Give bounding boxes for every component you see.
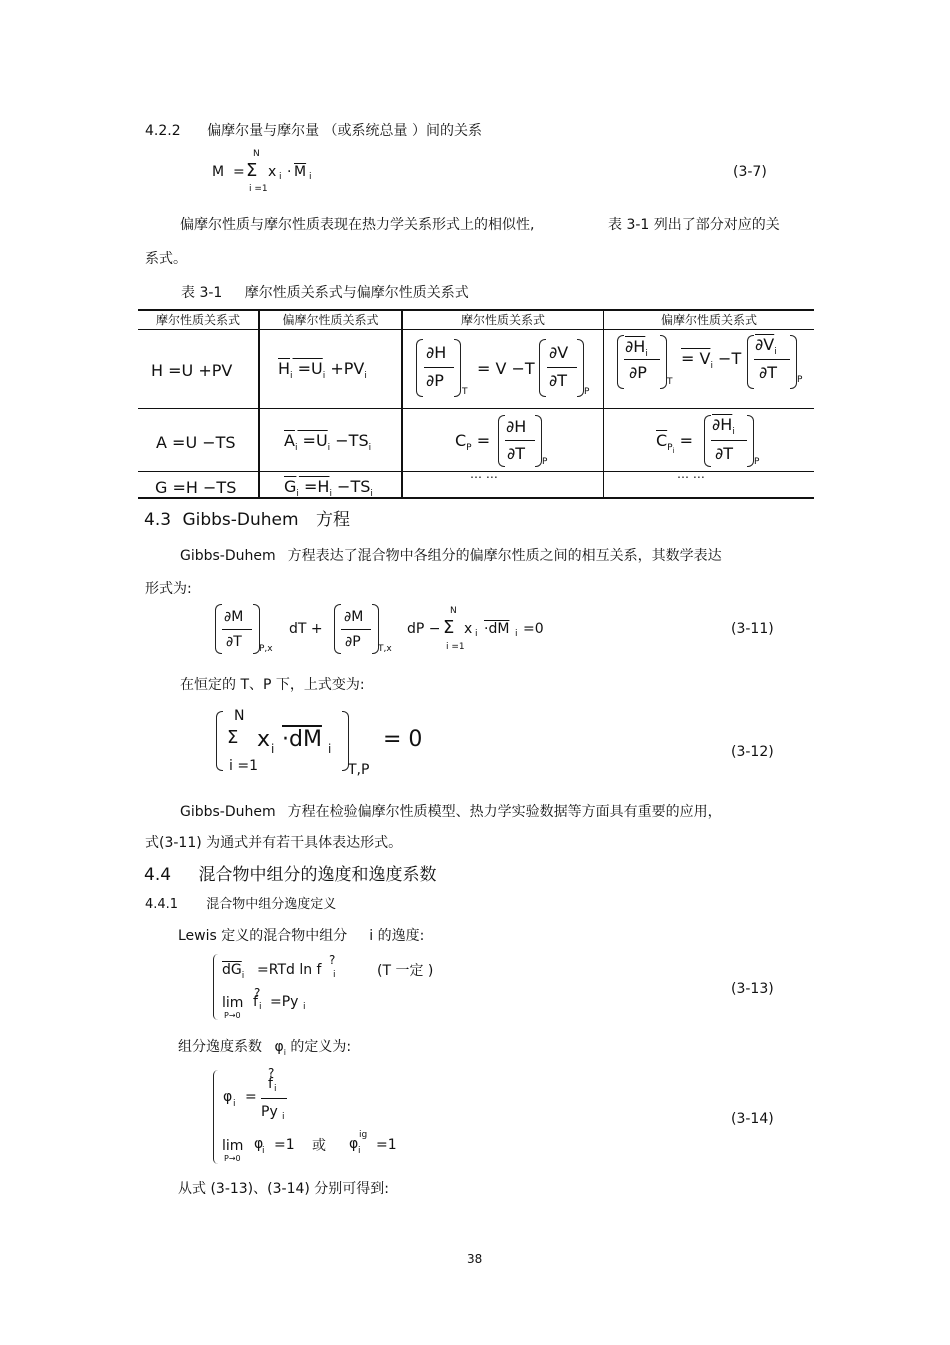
eq-lhs: M xyxy=(212,164,225,180)
frac-subscript: T xyxy=(667,377,673,387)
section-number: 4.4.1 xyxy=(145,897,179,912)
section-number: 4.4 xyxy=(144,865,172,885)
sum-lower: i =1 xyxy=(229,758,258,774)
eq-or: 或 xyxy=(312,1138,326,1154)
table-header-cell: 摩尔性质关系式 xyxy=(155,313,240,327)
frac-subscript: T,x xyxy=(378,644,392,654)
eq-term: ·dM xyxy=(484,621,510,637)
bracket-right xyxy=(747,415,754,467)
eq-subscript: T,P xyxy=(348,762,370,778)
section-heading-4-3 xyxy=(144,505,350,530)
eq-term: x xyxy=(464,621,473,637)
table-cell: H =U +PV xyxy=(151,361,233,380)
paragraph-line: Gibbs-Duhem 方程在检验偏摩尔性质模型、热力学实验数据等方面具有重要的应用， xyxy=(180,804,722,820)
table-ellipsis: … … xyxy=(677,467,705,481)
eq-lim: lim xyxy=(222,1138,244,1154)
eq-term: =0 xyxy=(523,621,544,637)
bracket-right xyxy=(535,415,542,467)
paragraph-line: 形式为: xyxy=(145,581,192,597)
frac-numerator: ∂H xyxy=(506,417,527,436)
paragraph-line: 组分逸度系数 $\varphi_i$ 的定义为: xyxy=(178,1039,352,1057)
eq-term: =RTd ln f xyxy=(257,962,322,978)
eq-term: dP − xyxy=(407,621,441,637)
frac-subscript: P xyxy=(754,457,760,467)
table-cell-text: = $V_i -T$ xyxy=(681,349,742,372)
eq-subscript: i xyxy=(475,629,478,639)
eq-condition: (T 一定 ) xyxy=(377,963,434,979)
phi-symbol: φ xyxy=(349,1136,359,1152)
frac-subscript: P xyxy=(584,387,590,397)
eq-term: f xyxy=(253,994,258,1010)
frac-denominator: ∂T xyxy=(549,371,568,390)
frac-denominator: ∂T xyxy=(226,634,242,650)
frac-subscript: T xyxy=(462,387,468,397)
eq-equals: = xyxy=(245,1089,257,1105)
frac-subscript: P xyxy=(797,375,803,385)
section-heading-4-2-2 xyxy=(145,120,482,140)
term-dot: · xyxy=(287,164,292,180)
section-title: 偏摩尔量与摩尔量 （或系统总量 ）间的关系 xyxy=(207,123,482,139)
hat-mark: ? xyxy=(254,986,261,1000)
hat-mark: ? xyxy=(329,953,336,967)
eq-line: $\overline{dG}_i$ xyxy=(222,962,245,981)
eq-term: =Py xyxy=(270,994,299,1010)
term-x-sub: i xyxy=(279,172,282,182)
table-cell: $\overline{G}_i =H_i -TS_i$ xyxy=(284,477,373,500)
fraction-bar xyxy=(505,440,535,441)
paragraph-line xyxy=(180,214,534,234)
equation-number: (3-13) xyxy=(731,981,774,997)
phi-symbol: φ xyxy=(254,1136,264,1152)
eq-subscript: i xyxy=(259,1002,262,1012)
paragraph-line: 系式。 xyxy=(145,251,187,267)
table-cell: $\overline{H}_i =U_i +PV_i$ xyxy=(278,359,367,382)
paragraph-line xyxy=(608,214,780,234)
section-heading-4-4-1 xyxy=(145,893,336,912)
section-title: Gibbs-Duhem xyxy=(182,510,299,530)
sum-lower: i =1 xyxy=(446,642,465,652)
eq-subscript: i xyxy=(282,1112,285,1122)
sum-symbol: Σ xyxy=(227,727,239,748)
frac-numerator: $\partial H_i$ xyxy=(712,415,735,438)
eq-equals: = xyxy=(233,164,245,180)
table-cell: G =H −TS xyxy=(155,478,237,497)
frac-numerator: $\partial V_i$ xyxy=(755,335,777,358)
fraction-bar xyxy=(754,359,790,360)
frac-denominator: ∂P xyxy=(345,634,361,650)
paragraph-line: 在恒定的 T、P 下，上式变为: xyxy=(180,677,365,693)
page-number: 38 xyxy=(467,1252,483,1266)
bracket-left xyxy=(539,339,546,397)
fraction-bar xyxy=(547,367,577,368)
table-caption xyxy=(181,282,469,302)
frac-denominator: ∂T xyxy=(507,444,526,463)
table-cell: A =U −TS xyxy=(156,433,236,452)
section-heading-4-4 xyxy=(144,860,436,885)
eq-term: ·dM xyxy=(282,727,322,752)
eq-term: dT + xyxy=(289,621,323,637)
phi-symbol: φ xyxy=(223,1089,233,1105)
term-M: $\overline{M}$ xyxy=(294,164,307,180)
paragraph-line: 从式 (3-13)、(3-14) 分别可得到: xyxy=(178,1181,390,1197)
sum-symbol: Σ xyxy=(443,617,455,638)
sum-upper: N xyxy=(450,606,457,616)
table-col-divider xyxy=(401,309,403,499)
sum-upper: N xyxy=(234,708,245,724)
equation-number: (3-11) xyxy=(731,621,774,637)
eq-term: x xyxy=(257,727,271,752)
frac-numerator: ∂M xyxy=(224,609,244,625)
section-title: 混合物中组分的逸度和逸度系数 xyxy=(198,865,437,885)
section-number: 4.3 xyxy=(144,510,172,530)
table-title: 摩尔性质关系式与偏摩尔性质关系式 xyxy=(244,285,469,301)
eq-subscript: i xyxy=(233,1099,236,1109)
fraction-bar xyxy=(711,440,747,441)
fraction-bar xyxy=(341,629,371,630)
table-3-1 xyxy=(138,309,814,499)
brace-left xyxy=(213,1070,220,1164)
eq-subscript: i xyxy=(328,742,332,756)
term-x: x xyxy=(268,164,277,180)
table-header-cell: 偏摩尔性质关系式 xyxy=(282,313,379,327)
bracket-left xyxy=(416,339,423,397)
equation-number: (3-7) xyxy=(733,164,767,180)
frac-denominator: ∂P xyxy=(629,363,647,382)
fraction-bar xyxy=(222,629,252,630)
eq-lim: lim xyxy=(222,995,244,1011)
section-number: 4.2.2 xyxy=(145,123,181,139)
bracket-right xyxy=(660,335,667,389)
paragraph-line: Lewis 定义的混合物中组分 i 的逸度: xyxy=(178,928,425,944)
eq-subscript: i xyxy=(333,970,336,980)
frac-numerator: f xyxy=(268,1076,273,1092)
frac-numerator: ∂H xyxy=(426,343,447,362)
table-col-divider xyxy=(258,309,260,499)
frac-denominator: Py xyxy=(261,1104,278,1120)
fraction-bar xyxy=(424,367,454,368)
table-cell: $C_P$ = xyxy=(455,431,491,454)
fraction-bar xyxy=(261,1098,287,1099)
sum-upper: N xyxy=(253,149,260,159)
eq-lim-sub: P→0 xyxy=(224,1011,241,1020)
eq-subscript: i xyxy=(274,1084,277,1094)
sum-lower: i =1 xyxy=(249,184,268,194)
term-M-sub: i xyxy=(309,172,312,182)
frac-denominator: ∂T xyxy=(759,363,778,382)
table-rule xyxy=(138,329,814,330)
bracket-left xyxy=(216,711,223,771)
paragraph-text: 表 3-1 列出了部分对应的关 xyxy=(608,217,780,233)
equation-number: (3-14) xyxy=(731,1111,774,1127)
paragraph-text: 偏摩尔性质与摩尔性质表现在热力学关系形式上的相似性, xyxy=(180,217,535,233)
hat-mark: ? xyxy=(268,1066,275,1080)
sum-symbol: Σ xyxy=(246,160,258,181)
bracket-left xyxy=(747,335,754,389)
frac-subscript: P,x xyxy=(259,644,273,654)
eq-subscript: i xyxy=(358,1146,361,1156)
eq-term: =1 xyxy=(274,1137,295,1153)
equation-number: (3-12) xyxy=(731,744,774,760)
paragraph-line: 式(3-11) 为通式并有若干具体表达形式。 xyxy=(145,835,403,851)
table-label: 表 3-1 xyxy=(181,285,223,301)
eq-subscript: i xyxy=(303,1002,306,1012)
bracket-right xyxy=(577,339,584,397)
frac-denominator: ∂T xyxy=(715,444,734,463)
table-cell-text: = V −T xyxy=(477,359,535,378)
bracket-left xyxy=(334,604,341,654)
bracket-left xyxy=(498,415,505,467)
section-title-cn: 方程 xyxy=(316,510,350,530)
section-title: 混合物中组分逸度定义 xyxy=(206,897,337,912)
eq-subscript: i xyxy=(515,629,518,639)
frac-numerator: ∂V xyxy=(549,343,569,362)
bracket-right xyxy=(454,339,461,397)
phi-symbol: φ xyxy=(274,1039,284,1055)
eq-subscript: i xyxy=(271,742,275,756)
eq-superscript: ig xyxy=(359,1130,368,1140)
frac-denominator: ∂P xyxy=(426,371,444,390)
table-rule-bottom xyxy=(138,497,814,499)
table-header-cell: 偏摩尔性质关系式 xyxy=(660,313,757,327)
eq-lim-sub: P→0 xyxy=(224,1154,241,1163)
bracket-left xyxy=(704,415,711,467)
table-col-divider xyxy=(603,309,604,499)
table-cell: $\overline{C}_{P_i}$ = xyxy=(656,431,694,455)
bracket-right xyxy=(790,335,797,389)
table-cell: $\overline{A}_i =U_i -TS_i$ xyxy=(284,431,372,454)
table-rule xyxy=(138,408,814,409)
bracket-left xyxy=(215,604,222,654)
frac-subscript: P xyxy=(542,457,548,467)
brace-left xyxy=(213,954,220,1020)
table-ellipsis: … … xyxy=(470,467,498,481)
eq-subscript: i xyxy=(262,1146,265,1156)
frac-numerator: ∂M xyxy=(344,609,364,625)
table-header-cell: 摩尔性质关系式 xyxy=(460,313,545,327)
bracket-left xyxy=(617,335,624,389)
eq-term: = 0 xyxy=(383,727,423,752)
eq-term: =1 xyxy=(376,1137,397,1153)
frac-numerator: $\partial H_i$ xyxy=(625,337,648,360)
paragraph-line: Gibbs-Duhem 方程表达了混合物中各组分的偏摩尔性质之间的相互关系，其数学表达 xyxy=(180,548,722,564)
fraction-bar xyxy=(624,359,660,360)
